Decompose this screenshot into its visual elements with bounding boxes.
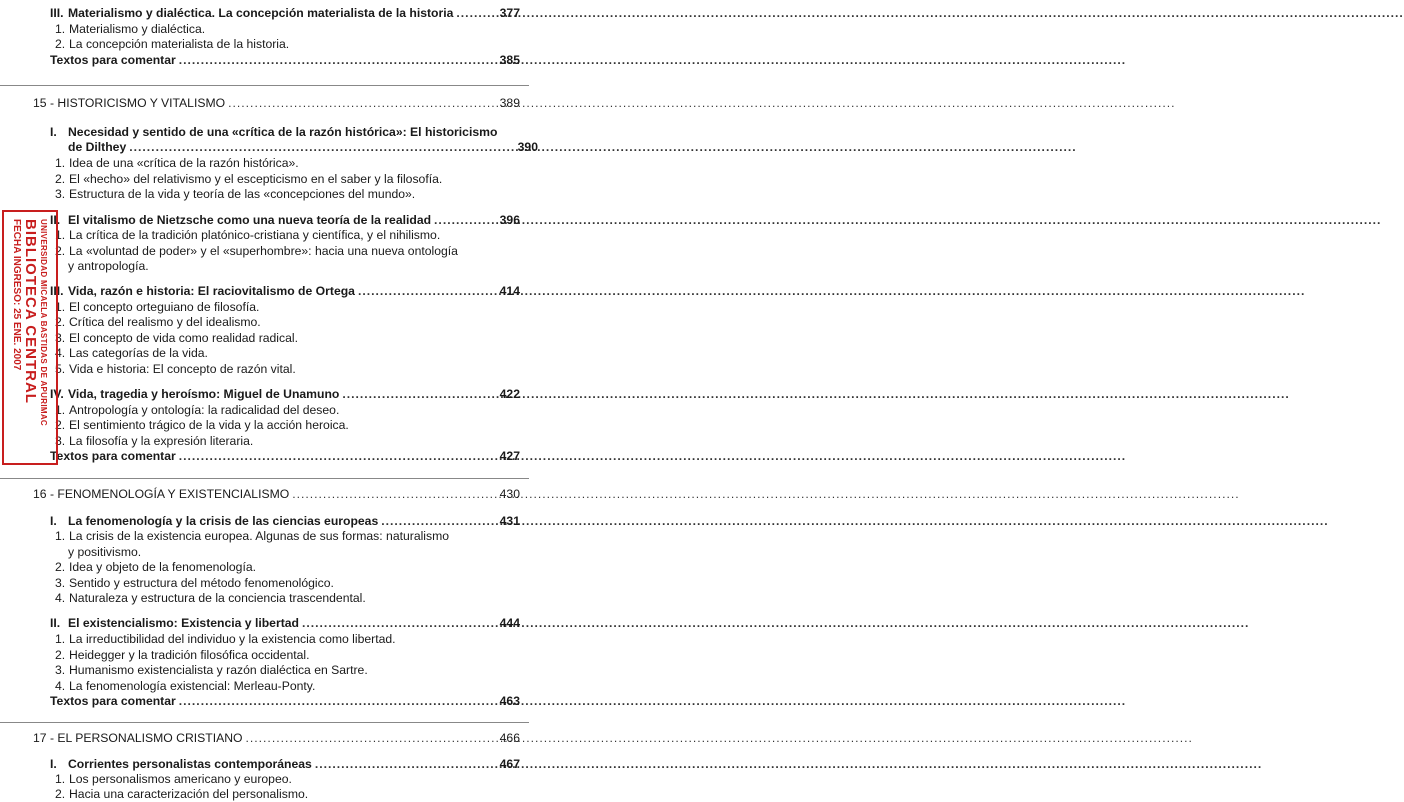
toc-subitem: 4. La fenomenología existencial: Merleau-Ponty. [55,679,316,693]
chapter-divider [0,85,529,86]
toc-subitem: 1. Idea de una «crítica de la razón histórica». [55,156,299,170]
toc-subitem: 2. Heidegger y la tradición filosófica occidental. [55,648,310,662]
toc-section-heading[interactable]: I. Corrientes personalistas contemporáneas ..... 467 [50,757,520,772]
toc-section-heading[interactable]: III. Vida, razón e historia: El raciovitalismo de Ortega ..... 414 [50,284,520,299]
toc-section-heading[interactable]: III. Materialismo y dialéctica. La concepción materialista de la historia ..... 377 [50,6,520,21]
page-number: 427 [499,449,520,463]
toc-subitem: 3. El concepto de vida como realidad radical. [55,331,298,345]
page-number: 422 [499,387,520,401]
stamp-university: UNIVERSIDAD MICAELA BASTIDAS DE APURIMAC [39,218,49,426]
toc-section-heading[interactable]: IV. Vida, tragedia y heroísmo: Miguel de Unamuno ..... 422 [50,387,520,402]
toc-subitem-cont: y positivismo. [68,545,142,559]
toc-section-heading[interactable]: II. El existencialismo: Existencia y libertad ..... 444 [50,616,520,631]
toc-textos[interactable]: Textos para comentar ..... 385 [50,53,520,68]
page-number: 396 [499,213,520,227]
leader-dots [302,616,487,631]
leader-dots [179,449,487,464]
page-number: 389 [499,96,520,110]
toc-subitem: 4. Las categorías de la vida. [55,346,208,360]
leader-dots [179,694,487,709]
toc-section-heading[interactable]: II. El vitalismo de Nietzsche como una nueva teoría de la realidad ..... 396 [50,213,520,228]
leader-dots [315,757,487,772]
leader-dots [456,6,487,21]
page-number: 390 [517,140,538,154]
toc-section-heading[interactable]: I. Necesidad y sentido de una «crítica de la razón histórica»: El historicismo [50,125,498,139]
leader-dots [292,487,487,502]
library-stamp [2,210,58,465]
leader-dots [228,96,487,111]
page-number: 463 [499,694,520,708]
leader-dots [434,213,487,228]
toc-subitem: 2. Hacia una caracterización del personalismo. [55,787,309,801]
toc-chapter-heading[interactable]: 15 - HISTORICISMO Y VITALISMO ..... 389 [33,96,520,111]
toc-subitem: 3. Estructura de la vida y teoría de las «concepciones del mundo». [55,187,416,201]
toc-textos[interactable]: Textos para comentar ..... 463 [50,694,520,709]
toc-subitem: 2. La concepción materialista de la historia. [55,37,290,51]
leader-dots [381,514,487,529]
page-number: 430 [499,487,520,501]
leader-dots [246,731,488,746]
toc-subitem: 1. La crisis de la existencia europea. Algunas de sus formas: naturalismo [55,529,450,543]
toc-subitem: 1. Los personalismos americano y europeo. [55,772,292,786]
toc-subitem: 2. Idea y objeto de la fenomenología. [55,560,257,574]
stamp-date-value: 25 ENE. 2007 [11,307,23,370]
page-number: 467 [499,757,520,771]
page-number: 466 [499,731,520,745]
leader-dots [342,387,487,402]
toc-chapter-heading[interactable]: 17 - EL PERSONALISMO CRISTIANO ..... 466 [33,731,520,746]
toc-subitem: 4. Naturaleza y estructura de la conciencia trascendental. [55,591,366,605]
leader-dots [129,140,505,155]
toc-subitem: 1. La irreductibilidad del individuo y la existencia como libertad. [55,632,396,646]
stamp-library: BIBLIOTECA CENTRAL [22,218,40,404]
toc-subitem: 3. Sentido y estructura del método fenomenológico. [55,576,334,590]
page-number: 414 [499,284,520,298]
toc-subitem: 2. El «hecho» del relativismo y el escepticismo en el saber y la filosofía. [55,172,443,186]
toc-page [0,0,538,801]
toc-subitem: 2. El sentimiento trágico de la vida y la acción heroica. [55,418,349,432]
stamp-date-line [12,219,23,370]
toc-section-heading[interactable]: I. La fenomenología y la crisis de las ciencias europeas ..... 431 [50,514,520,529]
toc-subitem: 3. La filosofía y la expresión literaria. [55,434,254,448]
chapter-divider [0,478,529,479]
toc-subitem: 1. La crítica de la tradición platónico-cristiana y científica, y el nihilismo. [55,228,441,242]
toc-section-heading-cont[interactable]: de Dilthey ..... 390 [68,140,538,155]
page-number: 385 [499,53,520,67]
page-number: 431 [499,514,520,528]
toc-subitem: 1. El concepto orteguiano de filosofía. [55,300,260,314]
page-number: 377 [499,6,520,20]
leader-dots [179,53,487,68]
leader-dots [358,284,487,299]
toc-textos[interactable]: Textos para comentar ..... 427 [50,449,520,464]
toc-subitem: 1. Antropología y ontología: la radicalidad del deseo. [55,403,340,417]
toc-subitem-cont: y antropología. [68,259,149,273]
chapter-divider [0,722,529,723]
toc-subitem: 2. La «voluntad de poder» y el «superhombre»: hacia una nueva ontología [55,244,458,258]
toc-subitem: 1. Materialismo y dialéctica. [55,22,206,36]
toc-chapter-heading[interactable]: 16 - FENOMENOLOGÍA Y EXISTENCIALISMO ..... 430 [33,487,520,502]
page-number: 444 [499,616,520,630]
toc-subitem: 5. Vida e historia: El concepto de razón vital. [55,362,296,376]
stamp-date-label: FECHA INGRESO: [11,218,23,305]
toc-subitem: 2. Crítica del realismo y del idealismo. [55,315,261,329]
toc-subitem: 3. Humanismo existencialista y razón dialéctica en Sartre. [55,663,368,677]
